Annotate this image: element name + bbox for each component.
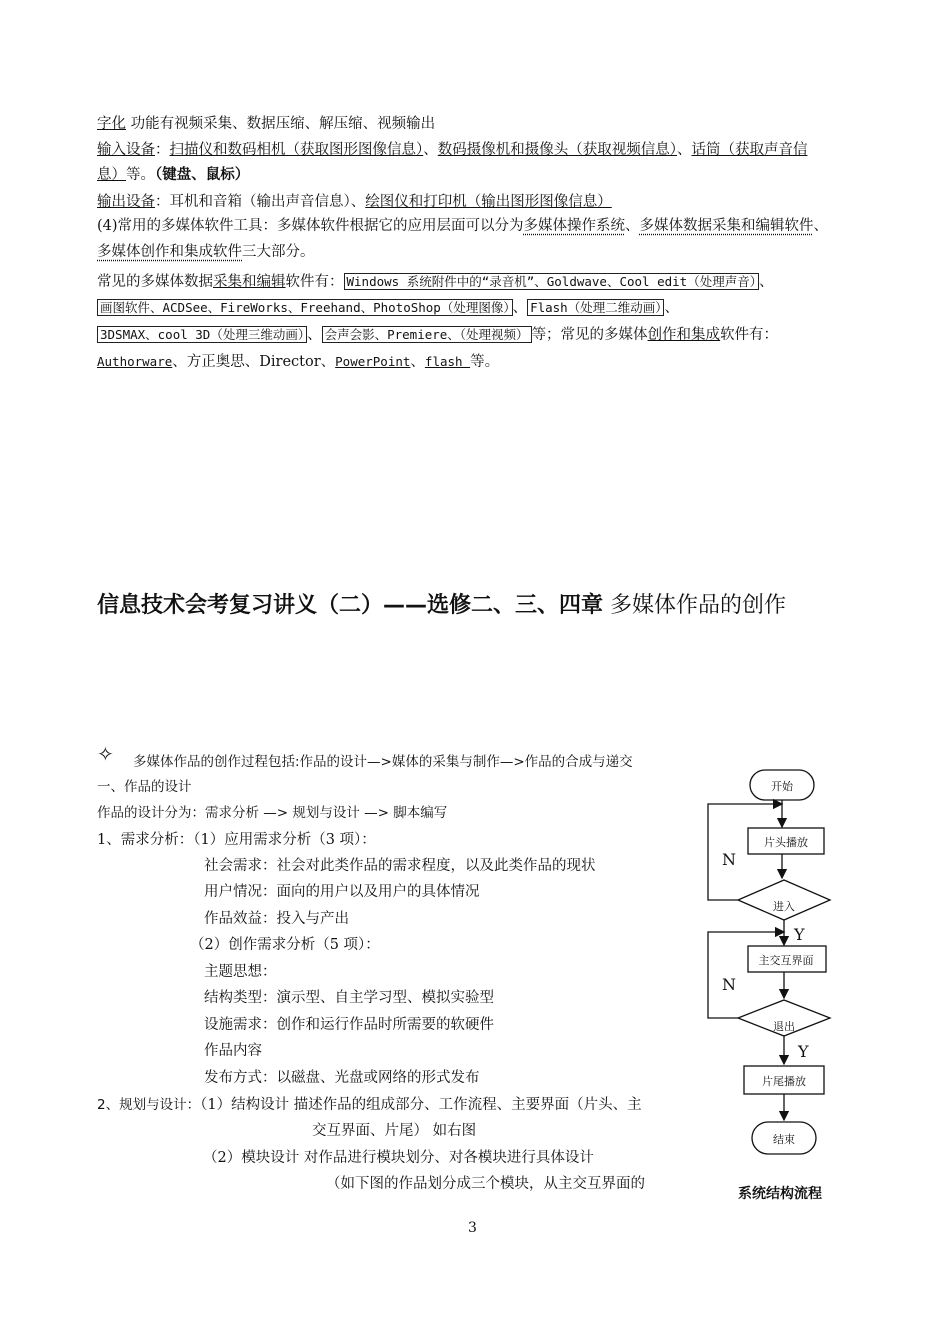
publish-method: 发布方式：以磁盘、光盘或网络的形式发布 [204, 1070, 480, 1086]
heading-design-steps: 作品的设计分为：需求分析 —> 规划与设计 —> 脚本编写 [97, 805, 448, 821]
planning-label: 2、规划与设计： [97, 1097, 201, 1113]
text-segment: 功能有视频采集、数据压缩、解压缩、视频输出 [126, 116, 436, 132]
text-segment: 、 [423, 142, 438, 158]
text-segment: (4)常用的多媒体软件工具：多媒体软件根据它的应用层面可以分为 [97, 218, 524, 234]
text-segment: 、 [625, 218, 640, 234]
keyboard-mouse-text: （键盘、鼠标） [155, 167, 250, 183]
authoring-integration-text: 创作和集成 [647, 327, 721, 343]
scanner-camera-text: 扫描仪和数码相机（获取图形图像信息） [169, 142, 424, 158]
page-title [97, 588, 786, 619]
intro-label: 片头播放 [764, 836, 808, 849]
text-line-1 [97, 114, 435, 134]
3d-software-box: 3DSMAX、cool 3D（处理三维动画） [97, 326, 307, 343]
module-design-cont: （如下图的作品划分成三个模块，从主交互界面的 [326, 1176, 645, 1192]
main-ui-label: 主交互界面 [758, 954, 814, 967]
star-icon: ✧ [97, 742, 114, 766]
text-segment: 、 [813, 218, 829, 234]
content: 作品内容 [204, 1043, 262, 1059]
text-segment: ：耳机和音箱（输出声音信息）、 [155, 194, 366, 210]
text-segment: 、 [512, 300, 528, 316]
y-label-1: Y [794, 925, 805, 944]
text-segment: 、 [307, 327, 322, 343]
start-label: 开始 [771, 780, 793, 793]
capture-edit-text: 采集和编辑 [213, 274, 286, 290]
structure-design-cont: 交互界面、片尾） 如右图 [312, 1123, 477, 1139]
planning-design [97, 1095, 642, 1115]
text-line-7 [97, 272, 773, 292]
authorware-text: Authorware [97, 354, 173, 369]
underlined-text: 息） [97, 167, 126, 183]
structure-type: 结构类型：演示型、自主学习型、模拟实验型 [204, 990, 494, 1006]
title-main: 信息技术会考复习讲义（二）——选修二、三、四章 [97, 593, 604, 618]
microphone-text: 话筒（获取声音信 [691, 142, 808, 158]
enter-label: 进入 [773, 900, 795, 913]
heading-design: 一、作品的设计 [97, 779, 192, 795]
system-flowchart [690, 760, 870, 1170]
text-segment: 、 [758, 274, 774, 290]
text-segment: 三大部分。 [242, 244, 315, 260]
flash-text: flash [424, 354, 471, 369]
n-label-2: N [722, 975, 736, 994]
flowchart-caption: 系统结构流程 [738, 1186, 822, 1202]
powerpoint-text: PowerPoint [335, 354, 411, 369]
page-number: 3 [468, 1220, 477, 1236]
text-line-10 [97, 352, 499, 372]
multimedia-os-text: 多媒体操作系统 [523, 218, 626, 234]
creation-needs: （2）创作需求分析（5 项）： [190, 937, 380, 953]
flash-software-box: Flash（处理二维动画） [527, 299, 664, 316]
text-segment: 常见的多媒体数据 [97, 274, 213, 290]
n-label-1: N [722, 850, 736, 869]
text-segment: 软件有： [720, 327, 779, 343]
underlined-text: 字化 [97, 116, 126, 132]
text-segment: 等。 [470, 354, 500, 370]
input-devices-label: 输入设备 [97, 142, 155, 158]
text-line-4 [97, 192, 612, 212]
outro-label: 片尾播放 [762, 1075, 806, 1088]
image-software-box: 画图软件、ACDSee、FireWorks、Freehand、PhotoShop（处理图像） [97, 299, 513, 316]
video-software-box: 会声会影、Premiere、（处理视频） [322, 326, 532, 343]
output-devices-label: 输出设备 [97, 194, 155, 210]
text-segment: ： [155, 142, 170, 158]
text-segment: 等；常见的多媒体 [531, 327, 648, 343]
multimedia-editing-text: 多媒体数据采集和编辑软件 [639, 218, 814, 234]
plotter-printer-text: 绘图仪和打印机（输出图形图像信息） [365, 194, 612, 210]
text-line-5 [97, 216, 828, 236]
title-sub: 多媒体作品的创作 [603, 593, 787, 618]
text-segment: 软件有： [285, 274, 344, 290]
text-line-8 [97, 298, 679, 318]
text-line-6 [97, 242, 315, 262]
module-design: （2）模块设计 对作品进行模块划分、对各模块进行具体设计 [203, 1150, 594, 1166]
text-line-2 [97, 140, 808, 160]
end-label: 结束 [773, 1133, 795, 1146]
text-segment: 、 [410, 354, 425, 370]
text-segment: 、 [664, 300, 679, 316]
process-line: 多媒体作品的创作过程包括:作品的设计—>媒体的采集与制作—>作品的合成与递交 [133, 754, 633, 770]
benefit: 作品效益：投入与产出 [204, 911, 349, 927]
structure-design: （1）结构设计 描述作品的组成部分、工作流程、主要界面（片头、主 [200, 1097, 642, 1113]
social-need: 社会需求：社会对此类作品的需求程度，以及此类作品的现状 [204, 858, 596, 874]
text-line-9 [97, 325, 778, 345]
text-segment: 、 [677, 142, 692, 158]
facility-needs: 设施需求：创作和运行作品时所需要的软硬件 [204, 1017, 494, 1033]
multimedia-authoring-text: 多媒体创作和集成软件 [97, 244, 242, 260]
y-label-2: Y [798, 1042, 809, 1061]
exit-label: 退出 [773, 1020, 795, 1033]
user-situation: 用户情况：面向的用户以及用户的具体情况 [204, 884, 480, 900]
text-line-3 [97, 165, 249, 185]
text-segment: 、方正奥思、Director、 [172, 354, 336, 370]
theme: 主题思想： [204, 964, 277, 980]
needs-analysis: 1、需求分析：（1）应用需求分析（3 项）： [97, 832, 376, 848]
video-camera-text: 数码摄像机和摄像头（获取视频信息） [437, 142, 677, 158]
text-segment: 等。 [126, 167, 155, 183]
audio-software-box: Windows 系统附件中的“录音机”、Goldwave、Cool edit（处理声音） [344, 273, 759, 290]
